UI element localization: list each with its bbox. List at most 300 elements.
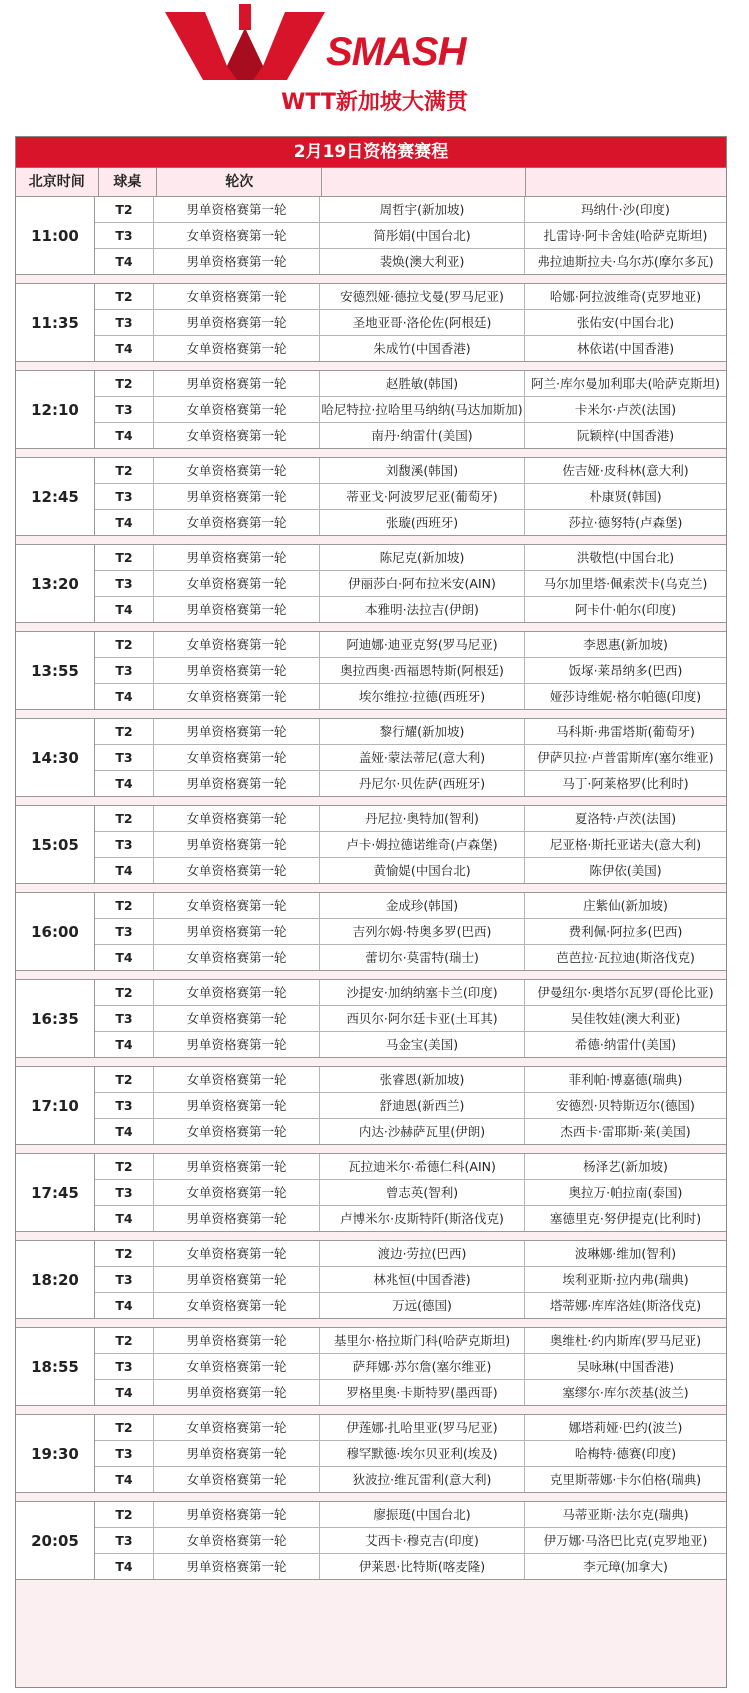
- match-player1: 黎行耀(新加坡): [320, 719, 525, 744]
- match-row: [95, 223, 726, 249]
- match-table: T4: [95, 858, 154, 883]
- match-player2: 杰西卡·雷耶斯·莱(美国): [560, 1124, 691, 1139]
- match-player1: 吉列尔姆·特奥多罗(巴西): [320, 919, 525, 944]
- match-row: [95, 1206, 726, 1231]
- slot-matches: [95, 284, 726, 361]
- match-round: 男单资格赛第一轮: [154, 1267, 320, 1292]
- match-player1: 本雅明·法拉吉(伊朗): [320, 597, 525, 622]
- match-player1: 伊莱恩·比特斯(喀麦隆): [320, 1554, 525, 1579]
- match-table: T3: [95, 397, 154, 422]
- match-player1: 萨拜娜·苏尔詹(塞尔维亚): [320, 1354, 525, 1379]
- match-player1: 卢博米尔·皮斯特阡(斯洛伐克): [320, 1206, 525, 1231]
- match-player1: 马金宝(美国): [320, 1032, 525, 1057]
- match-table: T2: [95, 284, 154, 309]
- match-player1: 哈尼特拉·拉哈里马纳纳(马达加斯加): [320, 397, 525, 422]
- match-player1: 基里尔·格拉斯门科(哈萨克斯坦): [320, 1328, 525, 1353]
- match-player2: 卡米尔·卢茨(法国): [574, 402, 677, 417]
- wtt-logo-icon: [165, 4, 325, 82]
- match-row: [95, 484, 726, 510]
- match-player1: 张睿恩(新加坡): [320, 1067, 525, 1092]
- slot-matches: [95, 806, 726, 883]
- match-player1: 林兆恒(中国香港): [320, 1267, 525, 1292]
- match-table: T4: [95, 1206, 154, 1231]
- slot-matches: [95, 458, 726, 535]
- slot-matches: [95, 1328, 726, 1405]
- match-player2: 佐吉娅·皮科林(意大利): [562, 463, 689, 478]
- match-table: T3: [95, 571, 154, 596]
- match-table: T4: [95, 1554, 154, 1579]
- match-round: 男单资格赛第一轮: [154, 771, 320, 796]
- time-slot: [16, 1501, 726, 1580]
- match-player2: 伊曼纽尔·奥塔尔瓦罗(哥伦比亚): [537, 985, 714, 1000]
- match-player1: 阿迪娜·迪亚克努(罗马尼亚): [320, 632, 525, 657]
- match-player2: 李恩惠(新加坡): [583, 637, 668, 652]
- match-player2: 塞缪尔·库尔茨基(波兰): [562, 1385, 689, 1400]
- time-slot: [16, 1153, 726, 1232]
- match-round: 女单资格赛第一轮: [154, 510, 320, 535]
- time-slot: [16, 544, 726, 623]
- match-round: 女单资格赛第一轮: [154, 1119, 320, 1144]
- match-row: [95, 1093, 726, 1119]
- match-player2: 庄紫仙(新加坡): [583, 898, 668, 913]
- slot-matches: [95, 632, 726, 709]
- slot-matches: [95, 1241, 726, 1318]
- match-table: T2: [95, 371, 154, 396]
- match-table: T3: [95, 1267, 154, 1292]
- match-round: 女单资格赛第一轮: [154, 458, 320, 483]
- slot-matches: [95, 1067, 726, 1144]
- match-player1: 简彤娟(中国台北): [320, 223, 525, 248]
- time-slot: [16, 1240, 726, 1319]
- slot-time: 17:45: [16, 1154, 95, 1231]
- match-player2: 杨泽艺(新加坡): [583, 1159, 668, 1174]
- match-row: [95, 1467, 726, 1492]
- match-round: 女单资格赛第一轮: [154, 684, 320, 709]
- match-row: [95, 1180, 726, 1206]
- match-round: 女单资格赛第一轮: [154, 632, 320, 657]
- time-slot: [16, 283, 726, 362]
- brand-logo-text: SMASH: [326, 30, 466, 74]
- time-slot: [16, 718, 726, 797]
- match-player1: 罗格里奥·卡斯特罗(墨西哥): [320, 1380, 525, 1405]
- match-table: T3: [95, 484, 154, 509]
- match-player2: 李元璋(加拿大): [583, 1559, 668, 1574]
- match-table: T4: [95, 1467, 154, 1492]
- match-round: 女单资格赛第一轮: [154, 284, 320, 309]
- match-player1: 瓦拉迪米尔·希德仁科(AIN): [320, 1154, 525, 1179]
- match-player1: 伊丽莎白·阿布拉米安(AIN): [320, 571, 525, 596]
- match-round: 女单资格赛第一轮: [154, 1180, 320, 1205]
- match-player2: 吴佳牧娃(澳大利亚): [570, 1011, 681, 1026]
- match-round: 女单资格赛第一轮: [154, 1067, 320, 1092]
- match-row: [95, 858, 726, 883]
- event-title: WTT新加坡大满贯: [281, 90, 468, 115]
- match-table: T4: [95, 1119, 154, 1144]
- match-row: [95, 1119, 726, 1144]
- match-round: 男单资格赛第一轮: [154, 658, 320, 683]
- match-round: 女单资格赛第一轮: [154, 1528, 320, 1553]
- match-round: 男单资格赛第一轮: [154, 1154, 320, 1179]
- match-player2: 伊萨贝拉·卢普雷斯库(塞尔维亚): [537, 750, 714, 765]
- match-table: T4: [95, 336, 154, 361]
- match-row: [95, 423, 726, 448]
- match-player1: 赵胜敏(韩国): [320, 371, 525, 396]
- match-round: 女单资格赛第一轮: [154, 893, 320, 918]
- slot-matches: [95, 893, 726, 970]
- match-table: T2: [95, 458, 154, 483]
- match-row: [95, 371, 726, 397]
- match-row: [95, 1006, 726, 1032]
- match-player2: 芭芭拉·瓦拉迪(斯洛伐克): [556, 950, 695, 965]
- match-row: [95, 806, 726, 832]
- match-table: T2: [95, 545, 154, 570]
- match-player2: 波琳娜·维加(智利): [574, 1246, 677, 1261]
- match-row: [95, 284, 726, 310]
- match-player1: 周哲宇(新加坡): [320, 197, 525, 222]
- match-round: 男单资格赛第一轮: [154, 1093, 320, 1118]
- match-table: T4: [95, 249, 154, 274]
- match-round: 男单资格赛第一轮: [154, 545, 320, 570]
- match-row: [95, 1154, 726, 1180]
- match-row: [95, 510, 726, 535]
- time-slot: [16, 1066, 726, 1145]
- match-table: T3: [95, 1441, 154, 1466]
- match-player2: 马蒂亚斯·法尔克(瑞典): [562, 1507, 689, 1522]
- match-round: 女单资格赛第一轮: [154, 223, 320, 248]
- match-player1: 卢卡·姆拉德诺维奇(卢森堡): [320, 832, 525, 857]
- time-slot: [16, 892, 726, 971]
- match-player2: 奥拉万·帕拉南(泰国): [568, 1185, 683, 1200]
- match-player1: 渡边·劳拉(巴西): [320, 1241, 525, 1266]
- match-table: T2: [95, 1415, 154, 1440]
- slot-matches: [95, 1154, 726, 1231]
- match-row: [95, 893, 726, 919]
- match-round: 男单资格赛第一轮: [154, 832, 320, 857]
- match-table: T2: [95, 806, 154, 831]
- time-slot: [16, 979, 726, 1058]
- match-player2: 夏洛特·卢茨(法国): [574, 811, 677, 826]
- match-table: T4: [95, 597, 154, 622]
- match-table: T2: [95, 1154, 154, 1179]
- match-player2: 陈伊依(美国): [589, 863, 662, 878]
- match-player1: 刘馥溪(韩国): [320, 458, 525, 483]
- match-round: 女单资格赛第一轮: [154, 945, 320, 970]
- match-round: 女单资格赛第一轮: [154, 806, 320, 831]
- match-player1: 朱成竹(中国香港): [320, 336, 525, 361]
- match-table: T2: [95, 1067, 154, 1092]
- match-player2: 弗拉迪斯拉夫·乌尔苏(摩尔多瓦): [537, 254, 714, 269]
- match-table: T2: [95, 1241, 154, 1266]
- match-player2: 朴康贤(韩国): [589, 489, 662, 504]
- match-player2: 马科斯·弗雷塔斯(葡萄牙): [556, 724, 695, 739]
- match-table: T3: [95, 1180, 154, 1205]
- match-row: [95, 1067, 726, 1093]
- match-round: 男单资格赛第一轮: [154, 597, 320, 622]
- match-player1: 裴焕(澳大利亚): [320, 249, 525, 274]
- match-row: [95, 249, 726, 274]
- match-round: 女单资格赛第一轮: [154, 1415, 320, 1440]
- match-player2: 伊万娜·马洛巴比克(克罗地亚): [543, 1533, 708, 1548]
- slot-matches: [95, 197, 726, 274]
- match-round: 男单资格赛第一轮: [154, 371, 320, 396]
- match-round: 女单资格赛第一轮: [154, 423, 320, 448]
- match-player1: 埃尔维拉·拉德(西班牙): [320, 684, 525, 709]
- slot-time: 15:05: [16, 806, 95, 883]
- time-slot: [16, 1414, 726, 1493]
- match-table: T4: [95, 510, 154, 535]
- match-round: 男单资格赛第一轮: [154, 1554, 320, 1579]
- match-player1: 陈尼克(新加坡): [320, 545, 525, 570]
- match-player1: 舒迪恩(新西兰): [320, 1093, 525, 1118]
- match-player2: 马尔加里塔·佩索茨卡(乌克兰): [543, 576, 708, 591]
- match-player2: 塞德里克·努伊提克(比利时): [549, 1211, 702, 1226]
- match-player1: 圣地亚哥·洛伦佐(阿根廷): [320, 310, 525, 335]
- schedule-table: [15, 136, 727, 1688]
- match-player2: 哈娜·阿拉波维奇(克罗地亚): [549, 289, 702, 304]
- match-table: T3: [95, 1354, 154, 1379]
- match-round: 女单资格赛第一轮: [154, 1467, 320, 1492]
- match-player2: 洪敬恺(中国台北): [576, 550, 675, 565]
- match-player2: 克里斯蒂娜·卡尔伯格(瑞典): [549, 1472, 702, 1487]
- match-table: T4: [95, 684, 154, 709]
- match-round: 男单资格赛第一轮: [154, 1206, 320, 1231]
- match-table: T4: [95, 1380, 154, 1405]
- slot-matches: [95, 719, 726, 796]
- slot-time: 18:20: [16, 1241, 95, 1318]
- match-row: [95, 458, 726, 484]
- time-slot: [16, 1327, 726, 1406]
- match-player2: 阿兰·库尔曼加利耶夫(哈萨克斯坦): [531, 376, 720, 391]
- match-row: [95, 1415, 726, 1441]
- slot-matches: [95, 545, 726, 622]
- slot-time: 11:35: [16, 284, 95, 361]
- match-row: [95, 197, 726, 223]
- column-header-round: 轮次: [157, 168, 322, 196]
- match-row: [95, 336, 726, 361]
- match-row: [95, 1293, 726, 1318]
- slot-matches: [95, 1415, 726, 1492]
- match-table: T3: [95, 832, 154, 857]
- slot-time: 12:45: [16, 458, 95, 535]
- match-table: T3: [95, 310, 154, 335]
- match-player1: 蕾切尔·莫雷特(瑞士): [320, 945, 525, 970]
- match-row: [95, 1328, 726, 1354]
- match-table: T3: [95, 745, 154, 770]
- match-player1: 丹尼拉·奥特加(智利): [320, 806, 525, 831]
- match-table: T2: [95, 893, 154, 918]
- match-player2: 阮颖梓(中国香港): [576, 428, 675, 443]
- match-row: [95, 1554, 726, 1579]
- match-round: 男单资格赛第一轮: [154, 1502, 320, 1527]
- time-slot: [16, 370, 726, 449]
- match-row: [95, 310, 726, 336]
- match-row: [95, 1528, 726, 1554]
- match-player1: 西贝尔·阿尔廷卡亚(土耳其): [320, 1006, 525, 1031]
- slot-matches: [95, 1502, 726, 1579]
- time-slot: [16, 457, 726, 536]
- header: [0, 0, 749, 130]
- match-row: [95, 1267, 726, 1293]
- match-round: 女单资格赛第一轮: [154, 1006, 320, 1031]
- match-table: T3: [95, 1528, 154, 1553]
- match-round: 男单资格赛第一轮: [154, 197, 320, 222]
- match-row: [95, 745, 726, 771]
- slot-time: 13:55: [16, 632, 95, 709]
- match-table: T4: [95, 1032, 154, 1057]
- slot-time: 11:00: [16, 197, 95, 274]
- match-player2: 张佑安(中国台北): [576, 315, 675, 330]
- schedule-body: [16, 197, 726, 1580]
- match-row: [95, 597, 726, 622]
- match-round: 男单资格赛第一轮: [154, 1441, 320, 1466]
- match-row: [95, 1502, 726, 1528]
- match-table: T3: [95, 919, 154, 944]
- match-table: T4: [95, 1293, 154, 1318]
- match-player1: 丹尼尔·贝佐萨(西班牙): [320, 771, 525, 796]
- schedule-banner: 2月19日资格赛赛程: [16, 137, 726, 168]
- match-round: 男单资格赛第一轮: [154, 310, 320, 335]
- match-player1: 沙提安·加纳纳塞卡兰(印度): [320, 980, 525, 1005]
- match-table: T4: [95, 945, 154, 970]
- match-player2: 阿卡什·帕尔(印度): [574, 602, 677, 617]
- match-player2: 吴咏琳(中国香港): [576, 1359, 675, 1374]
- match-round: 女单资格赛第一轮: [154, 1293, 320, 1318]
- match-player1: 曾志英(智利): [320, 1180, 525, 1205]
- match-row: [95, 1241, 726, 1267]
- match-player2: 希德·纳雷什(美国): [574, 1037, 677, 1052]
- match-table: T3: [95, 1006, 154, 1031]
- match-table: T2: [95, 1328, 154, 1353]
- match-player2: 哈梅特·德赛(印度): [574, 1446, 677, 1461]
- match-player1: 万远(德国): [320, 1293, 525, 1318]
- time-slot: [16, 805, 726, 884]
- slot-time: 17:10: [16, 1067, 95, 1144]
- match-player1: 廖振珽(中国台北): [320, 1502, 525, 1527]
- match-player2: 埃利亚斯·拉内弗(瑞典): [562, 1272, 689, 1287]
- match-player2: 玛纳什·沙(印度): [581, 202, 670, 217]
- match-player1: 狄波拉·维瓦雷利(意大利): [320, 1467, 525, 1492]
- slot-matches: [95, 371, 726, 448]
- slot-time: 12:10: [16, 371, 95, 448]
- match-player1: 盖娅·蒙法蒂尼(意大利): [320, 745, 525, 770]
- match-player2: 林依诺(中国香港): [576, 341, 675, 356]
- slot-matches: [95, 980, 726, 1057]
- match-row: [95, 632, 726, 658]
- match-row: [95, 1354, 726, 1380]
- match-player2: 尼亚格·斯托亚诺夫(意大利): [549, 837, 702, 852]
- slot-time: 13:20: [16, 545, 95, 622]
- match-round: 女单资格赛第一轮: [154, 745, 320, 770]
- column-header-player1: [322, 168, 526, 196]
- match-row: [95, 945, 726, 970]
- match-row: [95, 684, 726, 709]
- match-round: 男单资格赛第一轮: [154, 719, 320, 744]
- match-player2: 费利佩·阿拉多(巴西): [568, 924, 683, 939]
- match-round: 女单资格赛第一轮: [154, 1354, 320, 1379]
- match-round: 女单资格赛第一轮: [154, 571, 320, 596]
- match-player1: 内达·沙赫萨瓦里(伊朗): [320, 1119, 525, 1144]
- match-player1: 黄愉媞(中国台北): [320, 858, 525, 883]
- match-player2: 菲利帕·博嘉德(瑞典): [568, 1072, 683, 1087]
- match-row: [95, 719, 726, 745]
- match-round: 女单资格赛第一轮: [154, 980, 320, 1005]
- match-row: [95, 980, 726, 1006]
- slot-time: 20:05: [16, 1502, 95, 1579]
- column-header-player2: [526, 168, 726, 196]
- column-header-time: 北京时间: [16, 168, 99, 196]
- match-player2: 娅莎诗维妮·格尔帕德(印度): [549, 689, 702, 704]
- match-round: 女单资格赛第一轮: [154, 336, 320, 361]
- slot-time: 16:00: [16, 893, 95, 970]
- column-header-table: 球桌: [99, 168, 158, 196]
- match-row: [95, 545, 726, 571]
- slot-time: 14:30: [16, 719, 95, 796]
- match-player1: 奥拉西奥·西福恩特斯(阿根廷): [320, 658, 525, 683]
- match-player2: 饭塚·莱昂纳多(巴西): [568, 663, 683, 678]
- match-row: [95, 1380, 726, 1405]
- match-player1: 伊莲娜·扎哈里亚(罗马尼亚): [320, 1415, 525, 1440]
- match-player2: 娜塔莉娅·巴约(波兰): [568, 1420, 683, 1435]
- match-table: T2: [95, 719, 154, 744]
- match-round: 女单资格赛第一轮: [154, 1241, 320, 1266]
- slot-time: 18:55: [16, 1328, 95, 1405]
- match-row: [95, 919, 726, 945]
- match-round: 男单资格赛第一轮: [154, 1328, 320, 1353]
- match-round: 男单资格赛第一轮: [154, 919, 320, 944]
- match-player1: 张璇(西班牙): [320, 510, 525, 535]
- match-row: [95, 658, 726, 684]
- match-table: T3: [95, 223, 154, 248]
- match-player2: 塔蒂娜·库库洛娃(斯洛伐克): [549, 1298, 702, 1313]
- time-slot: [16, 631, 726, 710]
- match-player1: 安德烈娅·德拉戈曼(罗马尼亚): [320, 284, 525, 309]
- match-player1: 蒂亚戈·阿波罗尼亚(葡萄牙): [320, 484, 525, 509]
- match-player1: 艾西卡·穆克吉(印度): [320, 1528, 525, 1553]
- slot-time: 16:35: [16, 980, 95, 1057]
- match-player1: 南丹·纳雷什(美国): [320, 423, 525, 448]
- match-row: [95, 771, 726, 796]
- match-player1: 穆罕默德·埃尔贝亚利(埃及): [320, 1441, 525, 1466]
- match-row: [95, 1441, 726, 1467]
- column-header-row: [16, 168, 726, 197]
- match-row: [95, 571, 726, 597]
- match-table: T2: [95, 197, 154, 222]
- match-table: T2: [95, 1502, 154, 1527]
- match-player2: 奥维杜·约内斯库(罗马尼亚): [549, 1333, 702, 1348]
- match-table: T3: [95, 658, 154, 683]
- match-round: 女单资格赛第一轮: [154, 858, 320, 883]
- match-row: [95, 1032, 726, 1057]
- match-player2: 莎拉·德努特(卢森堡): [568, 515, 683, 530]
- match-player2: 扎雷诗·阿卡舍娃(哈萨克斯坦): [543, 228, 708, 243]
- match-table: T2: [95, 632, 154, 657]
- match-table: T4: [95, 423, 154, 448]
- match-round: 男单资格赛第一轮: [154, 1380, 320, 1405]
- slot-time: 19:30: [16, 1415, 95, 1492]
- match-player2: 马丁·阿莱格罗(比利时): [562, 776, 689, 791]
- match-player2: 安德烈·贝特斯迈尔(德国): [556, 1098, 695, 1113]
- time-slot: [16, 197, 726, 275]
- match-table: T2: [95, 980, 154, 1005]
- match-round: 男单资格赛第一轮: [154, 249, 320, 274]
- match-round: 男单资格赛第一轮: [154, 1032, 320, 1057]
- match-round: 男单资格赛第一轮: [154, 484, 320, 509]
- match-table: T3: [95, 1093, 154, 1118]
- match-row: [95, 397, 726, 423]
- match-round: 女单资格赛第一轮: [154, 397, 320, 422]
- match-player1: 金成珍(韩国): [320, 893, 525, 918]
- match-row: [95, 832, 726, 858]
